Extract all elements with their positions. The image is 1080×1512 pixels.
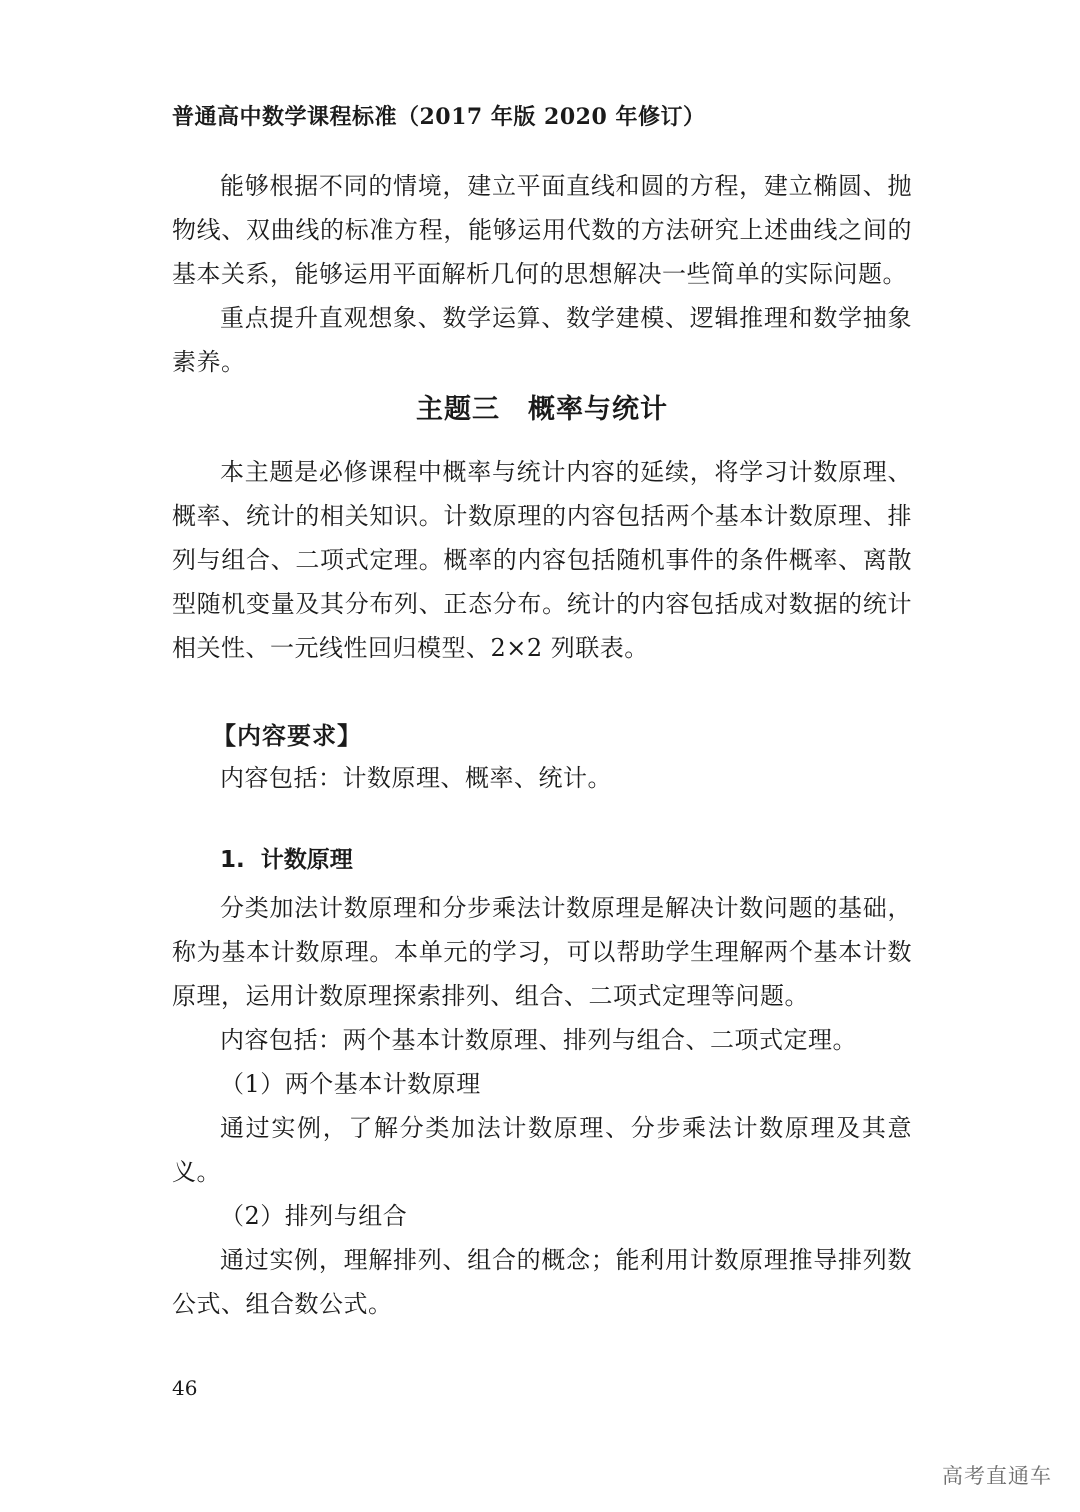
page-body [172, 164, 912, 1326]
subsection-title-basic-principles: （1）两个基本计数原理 [220, 1070, 481, 1098]
section-paragraph-1: 分类加法计数原理和分步乘法计数原理是解决计数问题的基础，称为基本计数原理。本单元的学习，可以帮助学生理解两个基本计数原理，运用计数原理探索排列、组合、二项式定理等问题。 [172, 894, 912, 1010]
intro-paragraph-1: 能够根据不同的情境，建立平面直线和圆的方程，建立椭圆、抛物线、双曲线的标准方程，能够运用代数的方法研究上述曲线之间的基本关系，能够运用平面解析几何的思想解决一些简单的实际问题。 [172, 172, 912, 288]
intro-paragraph-2: 重点提升直观想象、数学运算、数学建模、逻辑推理和数学抽象素养。 [172, 304, 912, 376]
section-paragraph-4: 通过实例，理解排列、组合的概念；能利用计数原理推导排列数公式、组合数公式。 [172, 1246, 912, 1318]
content-requirements-title: 【内容要求】 [212, 722, 362, 750]
topic-title: 主题三 概率与统计 [416, 394, 668, 425]
section-paragraph-3: 通过实例，了解分类加法计数原理、分步乘法计数原理及其意义。 [172, 1114, 912, 1186]
section-title-counting: 1. 计数原理 [220, 847, 353, 873]
subsection-title-permutation: （2）排列与组合 [220, 1202, 408, 1230]
content-requirements-summary: 内容包括：计数原理、概率、统计。 [220, 764, 612, 792]
topic-paragraph: 本主题是必修课程中概率与统计内容的延续，将学习计数原理、概率、统计的相关知识。计数原理的内容包括两个基本计数原理、排列与组合、二项式定理。概率的内容包括随机事件的条件概率、离散型随机变量及其分布列、正态分布。统计的内容包括成对数据的统计相关性、一元线性回归模型、2×2 列联表。 [172, 458, 912, 662]
section-paragraph-2: 内容包括：两个基本计数原理、排列与组合、二项式定理。 [220, 1026, 857, 1054]
running-header: 普通高中数学课程标准（2017 年版 2020 年修订） [172, 104, 706, 130]
page-number: 46 [172, 1376, 198, 1400]
watermark-text: 高考直通车 [942, 1464, 1052, 1488]
